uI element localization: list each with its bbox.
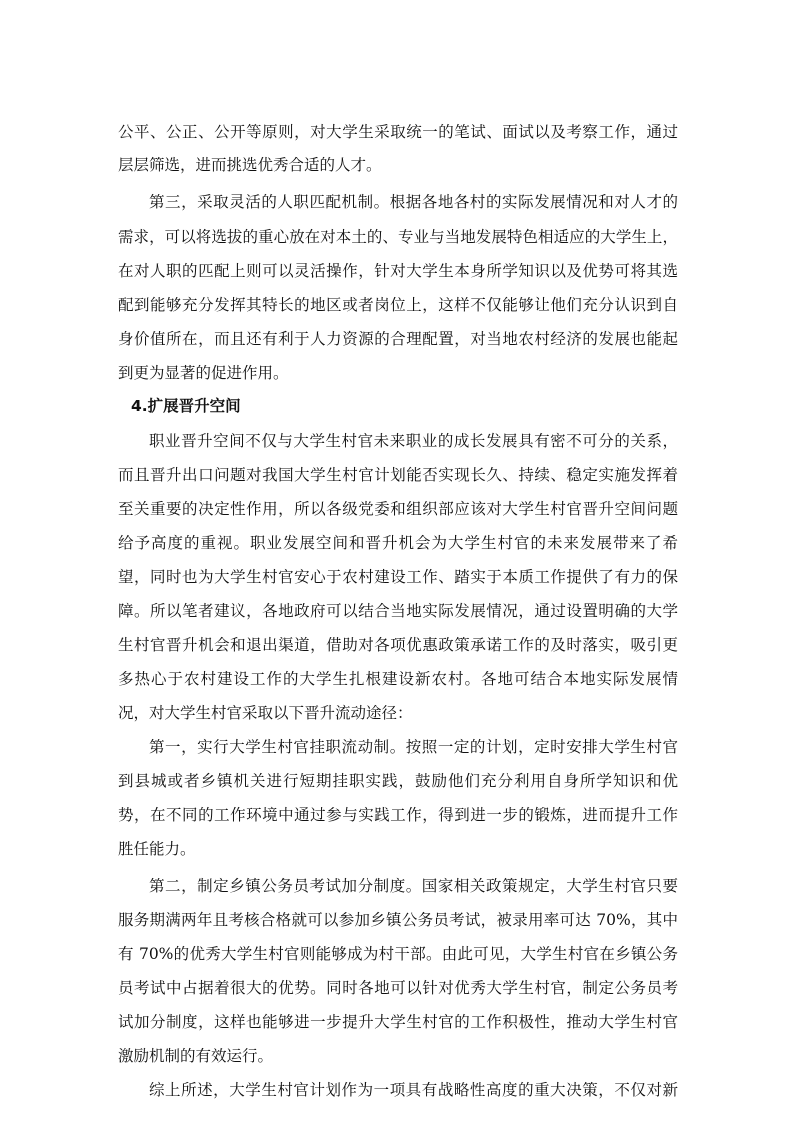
- text-line: 激励机制的有效运行。: [118, 1047, 274, 1065]
- text-line: 职业晋升空间不仅与大学生村官未来职业的成长发展具有密不可分的关系，: [149, 432, 678, 450]
- text-line: 胜任能力。: [118, 840, 196, 858]
- text-line: 在对人职的匹配上则可以灵活操作，针对大学生本身所学知识以及优势可将其选: [118, 262, 678, 280]
- text-line: 服务期满两年且考核合格就可以参加乡镇公务员考试，被录用率可达 70%，其中: [118, 911, 678, 929]
- text-line: 身价值所在，而且还有利于人力资源的合理配置，对当地农村经济的发展也能起: [118, 330, 678, 348]
- text-line: 望，同时也为大学生村官安心于农村建设工作、踏实于本质工作提供了有力的保: [118, 568, 678, 586]
- text-line: 员考试中占据着很大的优势。同时各地可以针对优秀大学生村官，制定公务员考: [118, 979, 678, 997]
- text-line: 障。所以笔者建议，各地政府可以结合当地实际发展情况，通过设置明确的大学: [118, 602, 678, 620]
- section-heading: 4.扩展晋升空间: [131, 397, 241, 415]
- text-line: 层层筛选，进而挑选优秀合适的人才。: [118, 156, 382, 174]
- text-line: 配到能够充分发挥其特长的地区或者岗位上，这样不仅能够让他们充分认识到自: [118, 296, 678, 314]
- text-line: 给予高度的重视。职业发展空间和晋升机会为大学生村官的未来发展带来了希: [118, 534, 678, 552]
- text-line: 到县城或者乡镇机关进行短期挂职实践，鼓励他们充分利用自身所学知识和优: [118, 772, 678, 790]
- text-line: 有 70%的优秀大学生村官则能够成为村干部。由此可见，大学生村官在乡镇公务: [118, 945, 678, 963]
- text-line: 多热心于农村建设工作的大学生扎根建设新农村。各地可结合本地实际发展情: [118, 670, 678, 688]
- text-line: 需求，可以将选拔的重心放在对本土的、专业与当地发展特色相适应的大学生上，: [118, 228, 678, 246]
- text-line: 至关重要的决定性作用，所以各级党委和组织部应该对大学生村官晋升空间问题: [118, 500, 678, 518]
- text-line: 而且晋升出口问题对我国大学生村官计划能否实现长久、持续、稳定实施发挥着: [118, 466, 678, 484]
- text-line: 综上所述，大学生村官计划作为一项具有战略性高度的重大决策，不仅对新: [149, 1081, 678, 1099]
- text-line: 况，对大学生村官采取以下晋升流动途径：: [118, 704, 413, 722]
- text-line: 生村官晋升机会和退出渠道，借助对各项优惠政策承诺工作的及时落实，吸引更: [118, 636, 678, 654]
- text-line: 试加分制度，这样也能够进一步提升大学生村官的工作积极性，推动大学生村官: [118, 1013, 678, 1031]
- text-line: 第一，实行大学生村官挂职流动制。按照一定的计划，定时安排大学生村官: [149, 738, 678, 756]
- text-line: 第二，制定乡镇公务员考试加分制度。国家相关政策规定，大学生村官只要: [149, 877, 678, 895]
- text-line: 第三，采取灵活的人职匹配机制。根据各地各村的实际发展情况和对人才的: [149, 193, 678, 211]
- text-line: 公平、公正、公开等原则，对大学生采取统一的笔试、面试以及考察工作，通过: [118, 123, 678, 141]
- text-line: 势，在不同的工作环境中通过参与实践工作，得到进一步的锻炼，进而提升工作: [118, 806, 678, 824]
- text-line: 到更为显著的促进作用。: [118, 364, 289, 382]
